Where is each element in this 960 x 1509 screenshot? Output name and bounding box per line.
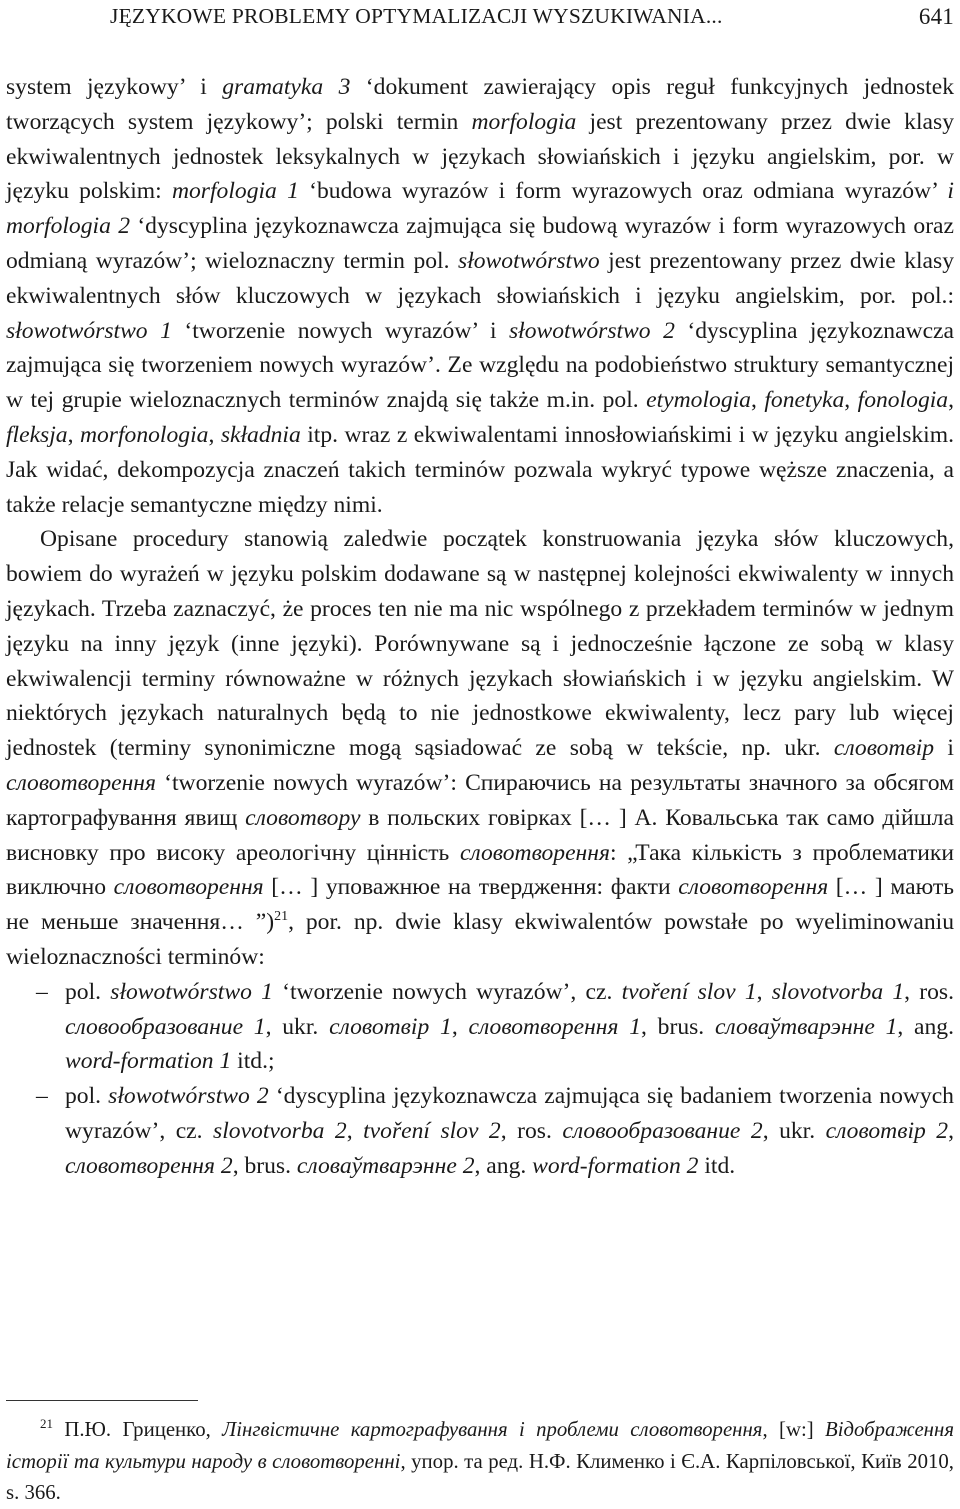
- italic-term: словотворення: [459, 839, 610, 866]
- italic-term: словотвору: [245, 804, 361, 831]
- text-span: [… ] уповажнюе на твердження: факти: [263, 874, 679, 901]
- running-header: [110, 4, 954, 34]
- italic-term: słowotwórstwo 2: [108, 1083, 269, 1110]
- italic-term: словотвір: [833, 735, 935, 762]
- text-span: system językowy’ i: [6, 74, 223, 100]
- text-span: itp. wraz z ekwiwalentami innosłowiańskimi i w języku angielskim. Jak widać, dekompozycja znaczeń takich terminów pozwala wykryć typowe węższe znaczenia, a także relacje semantyczne między nimi.: [6, 421, 954, 518]
- text-span: , por. np. dwie klasy ekwiwalentów powstałe po wyeliminowaniu wieloznaczności terminów:: [6, 909, 955, 970]
- italic-title: Лінгвістичне картографування і проблеми словотворення: [222, 1418, 763, 1441]
- italic-term: словообразование 2: [562, 1117, 763, 1144]
- text-span: ,: [451, 1013, 469, 1040]
- footnote-text: [6, 1414, 954, 1509]
- text-span: , ang.: [897, 1013, 955, 1040]
- italic-term: słowotwórstwo 2: [508, 317, 675, 344]
- text-span: itd.;: [231, 1048, 275, 1075]
- italic-term: morfonologia: [79, 421, 209, 448]
- text-span: ‘dyscyplina językoznawcza zajmująca się badaniem tworzenia nowych wyrazów’, cz.: [65, 1083, 954, 1144]
- text-span: ‘dyscyplina językoznawcza zajmująca się budową wyrazów i form wyrazowych oraz odmianą wyrazów’; wieloznaczny termin pol.: [6, 213, 954, 274]
- italic-term: słowotwórstwo 1: [110, 978, 273, 1005]
- running-title: JĘZYKOWE PROBLEMY OPTYMALIZACJI WYSZUKIWANIA...: [110, 4, 723, 28]
- list-item: [6, 975, 954, 1079]
- italic-term: fleksja: [6, 421, 68, 448]
- text-span: pol.: [65, 1083, 109, 1110]
- italic-term: словаўтварэнне 1: [714, 1013, 898, 1040]
- text-span: , brus.: [641, 1013, 715, 1040]
- italic-term: словотворення: [113, 874, 264, 901]
- text-span: , brus.: [232, 1152, 297, 1179]
- text-span: , ros.: [500, 1117, 563, 1144]
- italic-term: словотворення: [678, 874, 829, 901]
- italic-term: словотворення 2: [65, 1152, 233, 1179]
- text-span: [… ] мають не меньше значення… ”): [6, 874, 954, 936]
- equivalence-list: [6, 975, 954, 1184]
- italic-term: словотворення 1: [468, 1013, 642, 1040]
- italic-term: fonologia: [857, 387, 949, 414]
- text-span: , ros.: [904, 978, 955, 1005]
- italic-term: словаўтварэнне 2: [296, 1152, 475, 1179]
- italic-term: slovotvorba 2: [213, 1117, 347, 1144]
- italic-term: word-formation 2: [532, 1152, 699, 1179]
- text-span: , ukr.: [762, 1117, 826, 1144]
- text-span: ‘tworzenie nowych wyrazów’: Спираючись на результаты значного за обсягом картографування явищ: [6, 769, 954, 831]
- text-span: itd.: [698, 1152, 736, 1179]
- text-span: , [w:]: [762, 1418, 825, 1441]
- footnote-number: 21: [40, 1416, 53, 1431]
- text-span: ,: [948, 1117, 954, 1144]
- italic-term: morfologia: [471, 108, 577, 135]
- text-span: jest prezentowany przez dwie klasy ekwiwalentnych słów kluczowych w językach słowiańskich i języku angielskim, por. pol.:: [6, 247, 954, 309]
- text-span: Opisane procedury stanowią zaledwie początek konstruowania języka słów kluczowych, bowiem do wyrażeń w języku polskim dodawane są w następnej kolejności ekwiwalenty w innych językach. Trzeba zaznaczyć, że proces ten nie ma nic wspólnego z przekładem terminów w jednym języku na inny język (inne języki). Porównywane są i jednocześnie łączone ze sobą w klasy ekwiwalencji terminy równoważne w różnych językach słowiańskich i w języku angielskim. W niektórych językach naturalnych będą to nie jednostkowe ekwiwalenty, lecz pary lub więcej jednostek (terminy synonimiczne mogą sąsiadować ze sobą w tekście, np. ukr.: [6, 526, 954, 762]
- text-span: ,: [750, 387, 765, 414]
- main-text: [6, 70, 954, 1184]
- text-span: ‘tworzenie nowych wyrazów’ i: [171, 317, 509, 344]
- text-span: ,: [346, 1117, 364, 1144]
- dash-bullet: –: [36, 1083, 48, 1110]
- italic-term: morfologia 1: [171, 178, 299, 205]
- text-span: pol.: [65, 978, 111, 1005]
- text-span: ‘dyscyplina językoznawcza zajmująca się tworzeniem nowych wyrazów’. Ze względu na podobieństwo struktury semantycznej w tej grupie wieloznacznych terminów znajdą się także m.in. pol.: [6, 317, 954, 414]
- italic-term: tvoření slov 2: [363, 1117, 501, 1144]
- italic-term: i morfologia 2: [6, 178, 954, 240]
- text-span: , ukr.: [265, 1013, 330, 1040]
- italic-term: gramatyka 3: [222, 74, 351, 100]
- paragraph-1: [6, 70, 954, 522]
- dash-bullet: –: [36, 978, 48, 1005]
- paragraph-2: [6, 522, 954, 974]
- italic-term: słowotwórstwo: [458, 247, 600, 274]
- list-item: [6, 1079, 954, 1183]
- footnote-reference[interactable]: 21: [274, 909, 289, 925]
- footnote: [6, 1414, 954, 1509]
- text-span: ‘dokument zawierający opis reguł funkcyjnych jednostek tworzących system językowy’; polski termin: [6, 74, 954, 135]
- text-span: ,: [208, 421, 221, 448]
- text-span: ,: [948, 387, 955, 414]
- italic-term: word-formation 1: [65, 1048, 232, 1075]
- italic-term: fonetyka: [764, 387, 845, 414]
- text-span: П.Ю. Гриценко,: [53, 1418, 223, 1441]
- text-span: в польских говірках [… ] А. Ковальська так само дійшла висновку про високу ареологічну цінність: [6, 804, 954, 866]
- text-span: і: [934, 735, 954, 762]
- text-span: ,: [67, 421, 80, 448]
- italic-term: tvoření slov 1: [621, 978, 757, 1005]
- text-span: jest prezentowany przez dwie klasy ekwiwalentnych jednostek leksykalnych w językach słowiańskich i języku angielskim, por. w języku polskim:: [6, 108, 954, 205]
- italic-term: składnia: [220, 421, 301, 448]
- text-span: ,: [844, 387, 858, 414]
- text-span: , упор. та ред. Н.Ф. Клименко і Є.А. Карпіловської, Київ 2010, s. 366.: [6, 1449, 954, 1504]
- text-span: , ang.: [474, 1152, 533, 1179]
- italic-term: словотвір 2: [825, 1117, 949, 1144]
- italic-term: словотворення: [6, 769, 156, 796]
- italic-title: Відображення історії та культури народу в словотворенні: [6, 1418, 954, 1473]
- text-span: ‘tworzenie nowych wyrazów’, cz.: [272, 978, 622, 1005]
- italic-term: slovotvorba 1: [771, 978, 905, 1005]
- italic-term: словотвір 1: [329, 1013, 452, 1040]
- italic-term: словообразование 1: [65, 1013, 266, 1040]
- italic-term: słowotwórstwo 1: [6, 317, 172, 344]
- footnote-separator: [6, 1400, 198, 1401]
- page-number: 641: [918, 4, 954, 29]
- text-span: : „Така кількість з проблематики виключно: [6, 839, 954, 901]
- italic-term: etymologia: [646, 387, 751, 414]
- text-span: ‘budowa wyrazów i form wyrazowych oraz odmiana wyrazów’: [298, 178, 948, 205]
- text-span: ,: [756, 978, 772, 1005]
